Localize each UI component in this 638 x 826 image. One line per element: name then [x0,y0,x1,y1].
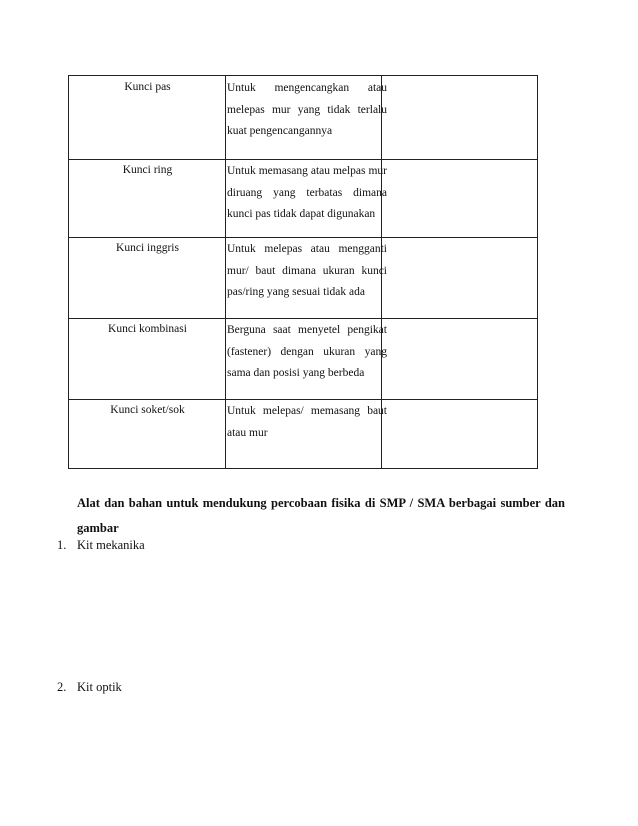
table-row [69,76,537,159]
list-label: Kit mekanika [77,538,145,552]
list-number: 1. [57,538,67,552]
tool-description: Untuk memasang atau melpas mur diruang yang terbatas dimana kunci pas tidak dapat digunakan [227,165,387,220]
table-row [69,159,537,237]
tool-description: Berguna saat menyetel pengikat (fastener) dengan ukuran yang sama dan posisi yang berbeda [227,324,387,379]
table-row [69,399,537,469]
table-row [69,237,537,318]
list-label: Kit optik [77,680,122,694]
tool-name: Kunci pas [124,81,171,93]
tool-description: Untuk melepas atau mengganti mur/ baut dimana ukuran kunci pas/ring yang sesuai tidak ada [227,243,387,298]
table-row [69,318,537,399]
tool-name: Kunci soket/sok [110,404,185,416]
tool-name: Kunci inggris [116,242,179,254]
tools-table [68,75,538,469]
tool-name: Kunci ring [122,164,173,176]
tool-description: Untuk melepas/ memasang baut atau mur [227,405,387,439]
section-heading: Alat dan bahan untuk mendukung percobaan fisika di SMP / SMA berbagai sumber dan gambar [77,496,565,535]
list-number: 2. [57,680,67,694]
tool-description: Untuk mengencangkan atau melepas mur yang tidak terlalu kuat pengencangannya [227,82,387,137]
tool-name: Kunci kombinasi [108,323,187,335]
